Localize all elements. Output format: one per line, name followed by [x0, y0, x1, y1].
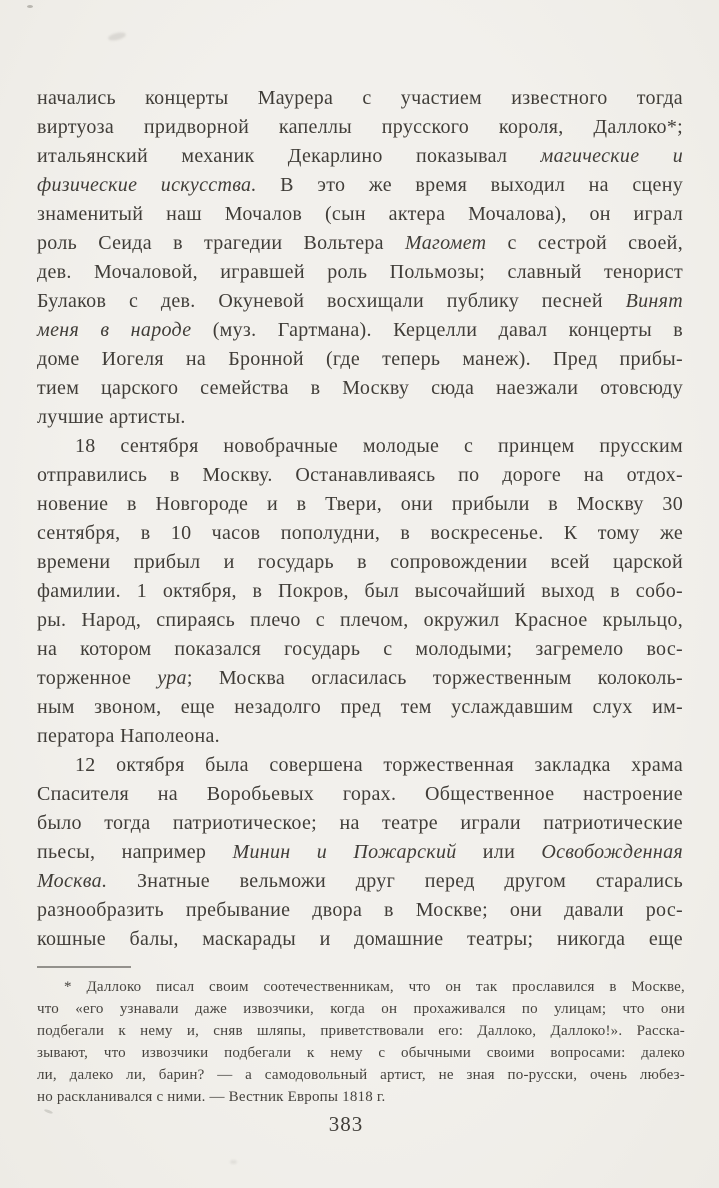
- text-line: [37, 577, 683, 606]
- text-segment: (муз. Гартмана). Керцелли давал концерты в: [191, 319, 683, 341]
- text-line: [37, 113, 683, 142]
- text-segment: или: [456, 841, 542, 863]
- text-segment: кошные балы, маскарады и домашние театры; никогда еще: [37, 928, 683, 950]
- text-segment: ; Москва огласилась торжественным колоколь-: [186, 667, 684, 689]
- text-segment: дев. Мочаловой, игравшей роль Польмозы; славный тенорист: [37, 261, 683, 283]
- text-segment: Минин и Пожарский: [232, 841, 457, 863]
- text-line: [37, 722, 683, 751]
- text-segment: Винят: [625, 290, 683, 312]
- text-line: [37, 374, 683, 403]
- text-segment: магические и: [540, 145, 683, 167]
- text-segment: итальянский механик Декарлино показывал: [37, 145, 541, 167]
- scan-artifact: [107, 31, 126, 42]
- text-segment: лучшие артисты.: [37, 406, 186, 428]
- text-segment: подбегали к нему и, сняв шляпы, приветствовали его: Даллоко, Даллоко!». Расска-: [37, 1023, 685, 1039]
- text-line: [37, 287, 683, 316]
- text-segment: новение в Новгороде и в Твери, они прибыли в Москву 30: [37, 493, 683, 515]
- text-line: [37, 867, 683, 896]
- text-line: [37, 664, 683, 693]
- text-line: [37, 432, 683, 461]
- text-segment: торженное: [37, 667, 158, 689]
- text-line: [37, 316, 683, 345]
- text-line: [37, 84, 683, 113]
- text-segment: Знатные вельможи друг перед другом старались: [107, 870, 683, 892]
- text-segment: В это же время выходил на сцену: [256, 174, 684, 196]
- text-line: [37, 925, 683, 954]
- text-segment: зывают, что извозчики подбегали к нему с обычными своими вопросами: далеко: [37, 1045, 685, 1061]
- text-line: [37, 780, 683, 809]
- text-line: [37, 461, 683, 490]
- text-line: [37, 976, 685, 998]
- text-line: [37, 896, 683, 925]
- text-segment: на котором показался государь с молодыми; загремело вос-: [37, 638, 683, 660]
- text-segment: времени прибыл и государь в сопровождении всей царской: [37, 551, 683, 573]
- text-line: [37, 809, 683, 838]
- text-line: [37, 693, 683, 722]
- text-line: [37, 200, 683, 229]
- text-line: [37, 1042, 685, 1064]
- text-segment: ры. Народ, спираясь плечо с плечом, окружил Красное крыльцо,: [37, 609, 683, 631]
- text-line: [37, 1064, 685, 1086]
- text-segment: разнообразить пребывание двора в Москве; они давали рос-: [37, 899, 683, 921]
- text-line: [37, 490, 683, 519]
- text-line: [37, 635, 683, 664]
- text-segment: 12 октября была совершена торжественная закладка храма: [75, 754, 683, 776]
- footnote-divider: [37, 966, 131, 968]
- text-line: [37, 1020, 685, 1042]
- text-line: [37, 1086, 685, 1108]
- text-segment: ли, далеко ли, барин? — а самодовольный артист, не зная по-русски, очень любез-: [37, 1067, 685, 1083]
- text-segment: было тогда патриотическое; на театре играли патриотические: [37, 812, 683, 834]
- text-segment: Магомет: [405, 232, 487, 254]
- text-segment: Освобожденная: [541, 841, 684, 863]
- text-segment: роль Сеида в трагедии Вольтера: [37, 232, 406, 254]
- text-segment: тием царского семейства в Москву сюда наезжали отовсюду: [37, 377, 683, 399]
- text-line: [37, 142, 683, 171]
- text-line: [37, 751, 683, 780]
- text-segment: сентября, в 10 часов пополудни, в воскресенье. К тому же: [37, 522, 683, 544]
- text-line: [37, 519, 683, 548]
- text-segment: доме Иогеля на Бронной (где теперь манеж). Пред прибы-: [37, 348, 683, 370]
- text-line: [37, 258, 683, 287]
- text-segment: пьесы, например: [37, 841, 233, 863]
- page-number: 383: [328, 1112, 364, 1136]
- text-segment: ным звоном, еще незадолго пред тем услаждавшим слух им-: [37, 696, 683, 718]
- text-segment: * Даллоко писал своим соотечественникам, что он так прославился в Москве,: [64, 979, 685, 995]
- scan-artifact: [230, 1160, 237, 1164]
- text-segment: 18 сентября новобрачные молодые с принцем прусским: [75, 435, 683, 457]
- footnote-block: [37, 976, 685, 1108]
- text-line: [37, 403, 683, 432]
- main-text-block: [37, 84, 683, 954]
- text-line: [37, 229, 683, 258]
- text-segment: Спасителя на Воробьевых горах. Общественное настроение: [37, 783, 683, 805]
- text-segment: фамилии. 1 октября, в Покров, был высочайший выход в собо-: [37, 580, 683, 602]
- text-line: [37, 345, 683, 374]
- text-line: [37, 548, 683, 577]
- text-line: [37, 171, 683, 200]
- text-segment: знаменитый наш Мочалов (сын актера Мочалова), он играл: [37, 203, 683, 225]
- text-segment: ура: [157, 667, 187, 689]
- scan-artifact: [27, 5, 33, 8]
- text-segment: начались концерты Маурера с участием известного тогда: [37, 87, 683, 109]
- text-line: [37, 998, 685, 1020]
- text-segment: но раскланивался с ними. — Вестник Европы 1818 г.: [37, 1089, 386, 1105]
- text-segment: с сестрой своей,: [486, 232, 683, 254]
- text-segment: ператора Наполеона.: [37, 725, 220, 747]
- text-segment: Булаков с дев. Окуневой восхищали публику песней: [37, 290, 626, 312]
- text-segment: виртуоза придворной капеллы прусского короля, Даллоко*;: [37, 116, 683, 138]
- text-segment: меня в народе: [37, 319, 192, 341]
- text-segment: что «его узнавали даже извозчики, когда он прохаживался по улицам; что они: [37, 1001, 685, 1017]
- text-segment: отправились в Москву. Останавливаясь по дороге на отдох-: [37, 464, 683, 486]
- text-line: [37, 606, 683, 635]
- text-line: [37, 838, 683, 867]
- text-segment: физические искусства.: [37, 174, 257, 196]
- text-segment: Москва.: [37, 870, 108, 892]
